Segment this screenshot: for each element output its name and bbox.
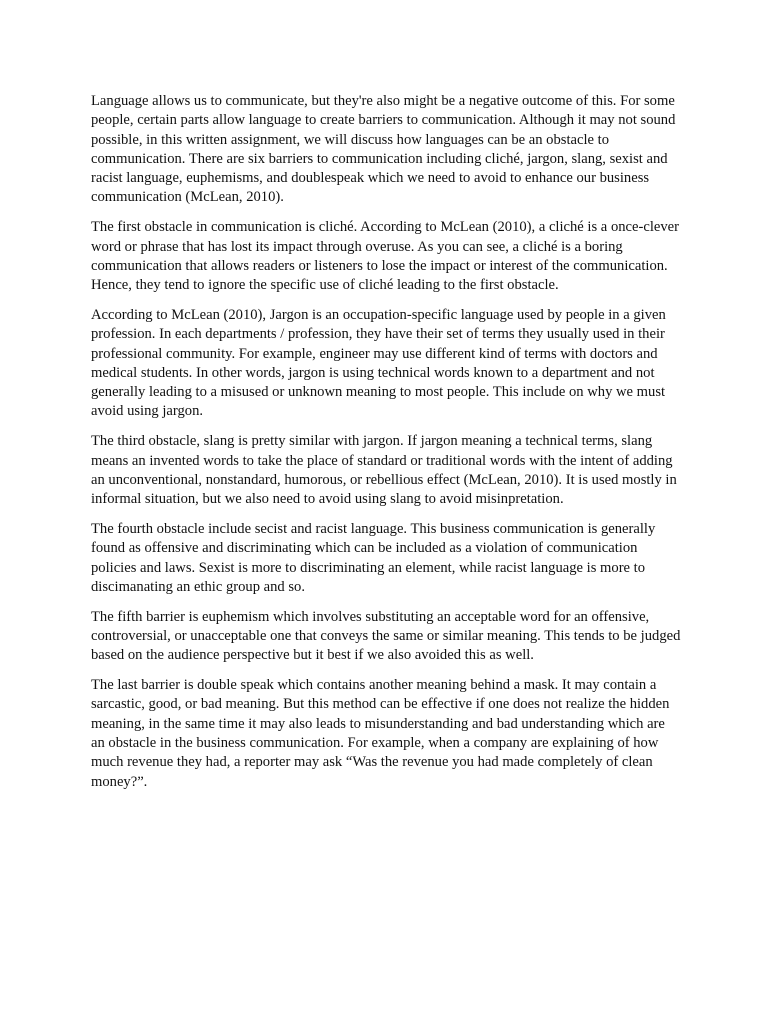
paragraph-euphemism: The fifth barrier is euphemism which involves substituting an acceptable word for an offensive, controversial, or unacceptable one that conveys the same or similar meaning. This tends to be judged based on the audience perspective but it best if we also avoided this as well.	[91, 608, 681, 664]
paragraph-doublespeak: The last barrier is double speak which contains another meaning behind a mask. It may contain a sarcastic, good, or bad meaning. But this method can be effective if one does not realize the hidden meaning, in the same time it may also leads to misunderstanding and bad understanding which are an obstacle in the business communication. For example, when a company are explaining of how much revenue they had, a reporter may ask “Was the revenue you had made completely of clean money?”.	[91, 677, 670, 790]
paragraph-sexist-racist-language: The fourth obstacle include secist and racist language. This business communication is generally found as offensive and discriminating which can be included as a violation of communication policies and laws. Sexist is more to discriminating an element, while racist language is more to discimanating an ethic group and so.	[91, 520, 656, 595]
paragraph-slang: The third obstacle, slang is pretty similar with jargon. If jargon meaning a technical terms, slang means an invented words to take the place of standard or traditional words with the intent of adding an unconventional, nonstandard, humorous, or rebellious effect (McLean, 2010). It is used mostly in informal situation, but we also need to avoid using slang to avoid misinpretation.	[91, 433, 677, 508]
paragraph-jargon: According to McLean (2010), Jargon is an occupation-specific language used by people in a given profession. In each departments / profession, they have their set of terms they usually used in their professional community. For example, engineer may use different kind of terms with doctors and medical students. In other words, jargon is using technical words known to a department and not generally leading to a misused or unknown meaning to most people. This include on why we must avoid using jargon.	[91, 306, 666, 420]
document-page	[91, 92, 681, 802]
paragraph-introduction: Language allows us to communicate, but they're also might be a negative outcome of this. For some people, certain parts allow language to create barriers to communication. Although it may not sound possible, in this written assignment, we will discuss how languages can be an obstacle to communication. There are six barriers to communication including cliché, jargon, slang, sexist and racist language, euphemisms, and doublespeak which we need to avoid to enhance our business communication (McLean, 2010).	[91, 93, 676, 206]
paragraph-cliche: The first obstacle in communication is cliché. According to McLean (2010), a cliché is a once-clever word or phrase that has lost its impact through overuse. As you can see, a cliché is a boring communication that allows readers or listeners to lose the impact or interest of the communication. Hence, they tend to ignore the specific use of cliché leading to the first obstacle.	[91, 219, 679, 294]
